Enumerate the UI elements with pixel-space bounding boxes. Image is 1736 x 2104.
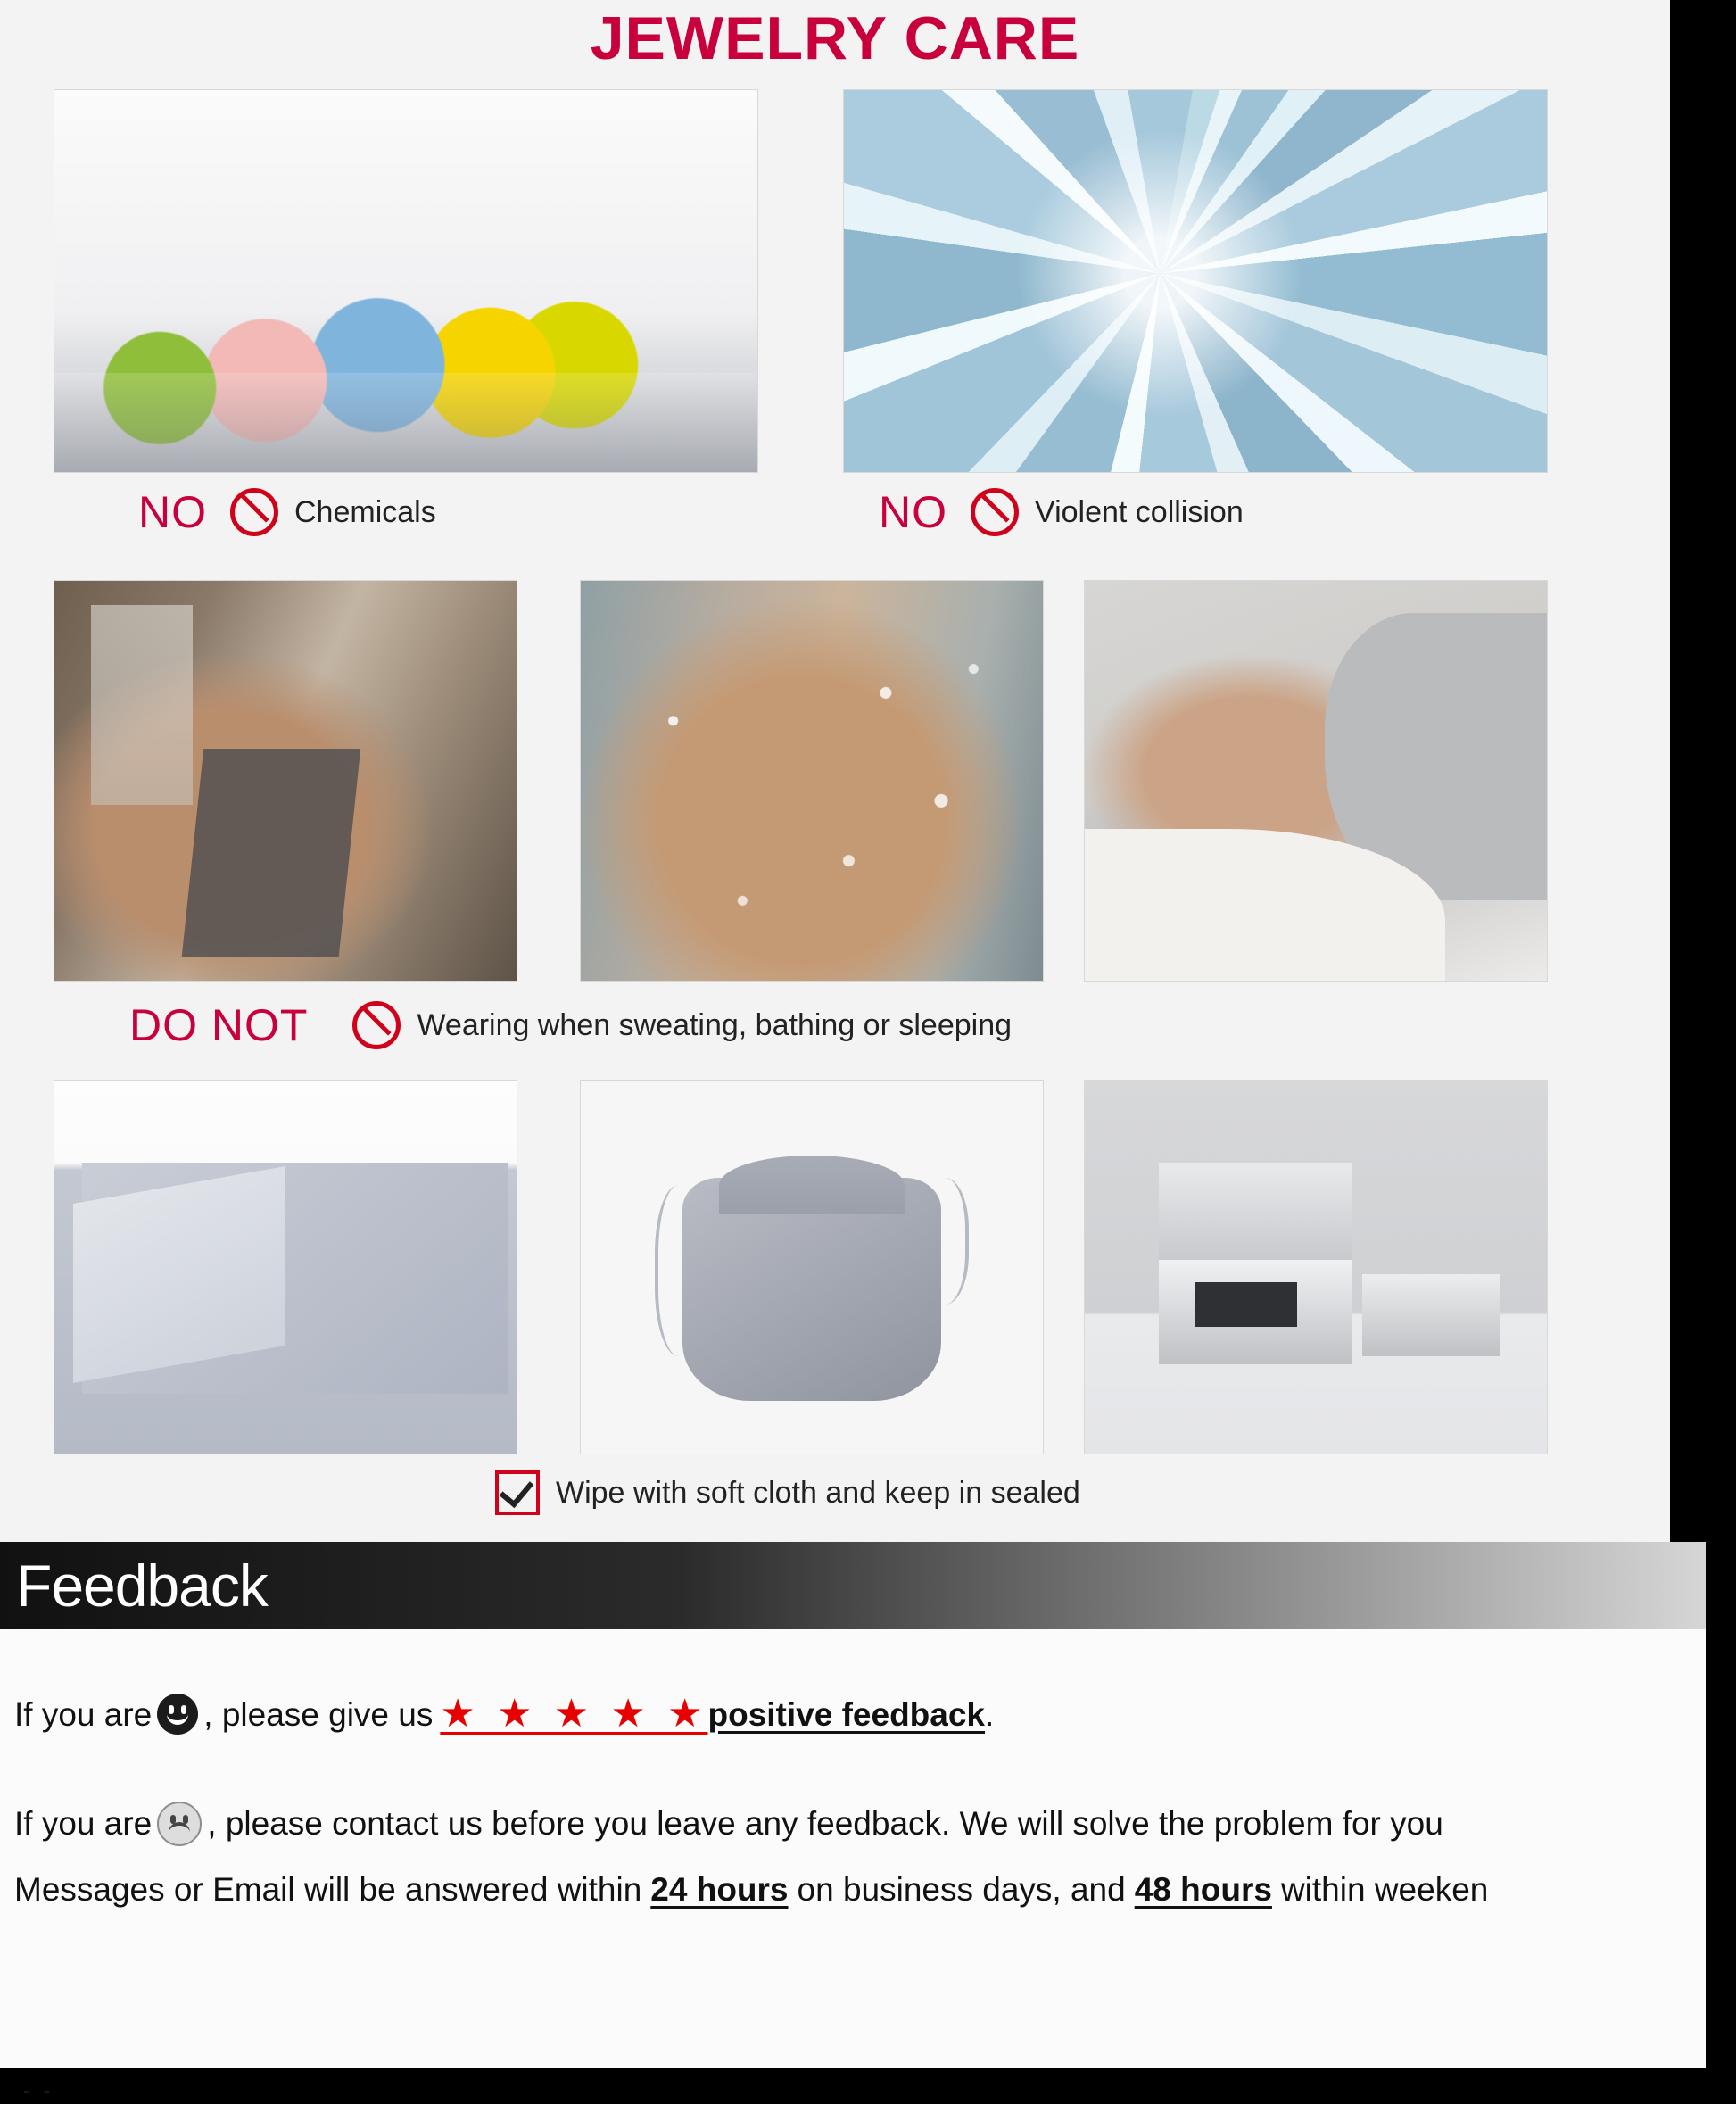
bottom-dash-marks: - - <box>23 2079 54 2103</box>
caption-no-violent-collision <box>879 486 1244 538</box>
smiley-happy-icon <box>157 1694 198 1735</box>
chemicals-photo <box>54 89 758 473</box>
page-title: JEWELRY CARE <box>590 4 1080 72</box>
feedback-line2-before: If you are <box>14 1805 153 1843</box>
feedback-line3-after: within weeken <box>1280 1870 1489 1908</box>
velvet-pouch-photo <box>580 1080 1044 1454</box>
sweating-photo <box>54 580 517 982</box>
care-row-1 <box>0 80 1670 537</box>
feedback-title: Feedback <box>16 1553 268 1619</box>
care-row-2 <box>0 562 1670 1050</box>
caption-wipe-and-store <box>495 1470 1080 1515</box>
caption-no-chemicals <box>138 486 436 538</box>
no-entry-icon <box>971 488 1019 536</box>
feedback-line3-before: Messages or Email will be answered within <box>14 1870 642 1908</box>
care-row-3 <box>0 1071 1670 1517</box>
caption-prefix: DO NOT <box>129 1000 309 1050</box>
smiley-sad-icon <box>157 1802 202 1846</box>
feedback-line1-before: If you are <box>14 1695 153 1733</box>
feedback-line-positive <box>14 1683 1691 1745</box>
feedback-header <box>0 1542 1706 1629</box>
caption-prefix: NO <box>138 487 207 537</box>
star-rating: ★ ★ ★ ★ ★ <box>440 1692 708 1735</box>
bottom-black-strip <box>0 2068 1736 2100</box>
caption-prefix: NO <box>879 487 947 537</box>
check-box-icon <box>495 1470 540 1515</box>
feedback-line3-middle: on business days, and <box>797 1870 1126 1908</box>
bathing-photo <box>580 580 1044 982</box>
caption-do-not-wear <box>129 999 1012 1051</box>
gift-box-photo <box>1084 1080 1548 1454</box>
no-entry-icon <box>352 1001 401 1049</box>
response-time-weekday: 24 hours <box>650 1870 789 1908</box>
polishing-cloth-photo <box>54 1080 517 1454</box>
broken-glass-photo <box>843 89 1548 473</box>
sleeping-photo <box>1084 580 1548 982</box>
caption-text: Chemicals <box>294 494 436 529</box>
feedback-line-response-time <box>14 1863 1691 1916</box>
response-time-weekend: 48 hours <box>1134 1870 1272 1908</box>
feedback-line-negative <box>14 1797 1691 1850</box>
caption-text: Wearing when sweating, bathing or sleeping <box>417 1007 1013 1042</box>
feedback-panel <box>0 1542 1706 2068</box>
caption-text: Wipe with soft cloth and keep in sealed <box>556 1475 1080 1510</box>
feedback-line2-text: , please contact us before you leave any feedback. We will solve the problem for you <box>207 1805 1443 1843</box>
feedback-body <box>0 1629 1706 1916</box>
feedback-line1-middle: , please give us <box>203 1695 434 1733</box>
no-entry-icon <box>230 488 278 536</box>
feedback-line1-after: . <box>985 1695 995 1733</box>
caption-text: Violent collision <box>1035 494 1244 529</box>
feedback-highlight: positive feedback <box>707 1695 986 1733</box>
